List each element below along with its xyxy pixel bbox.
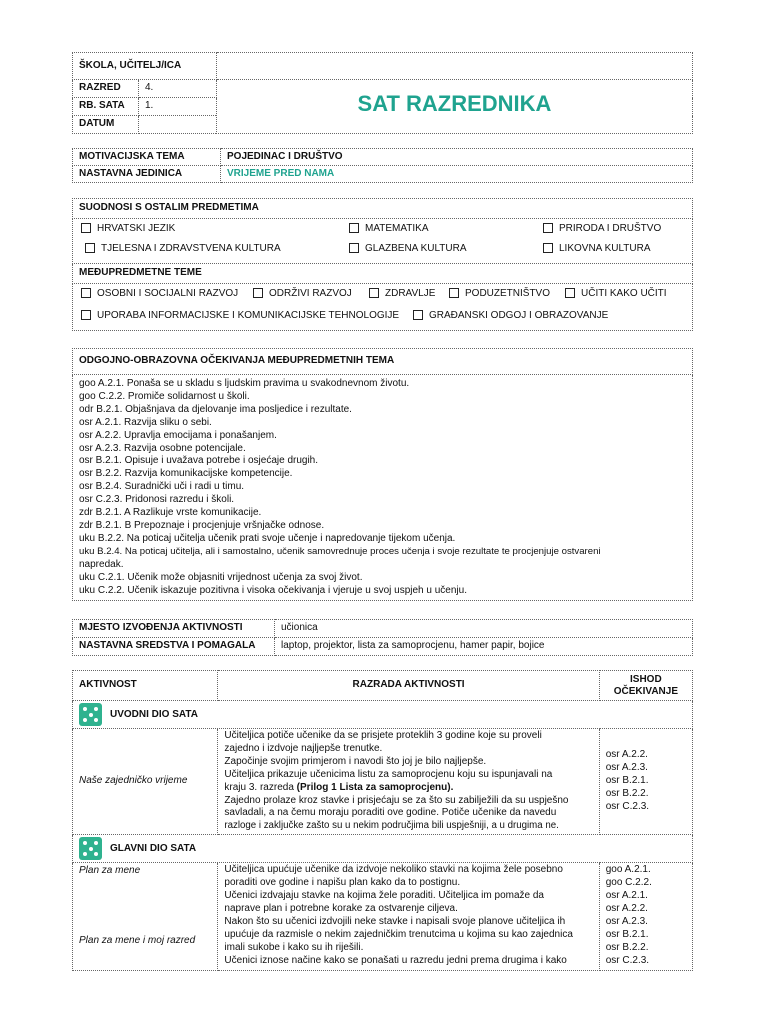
intro-activity: Naše zajedničko vrijeme xyxy=(73,729,218,835)
dice-icon xyxy=(79,837,102,860)
detail-line: Učiteljica potiče učenike da se prisjete proteklih 3 godine koje su proveli xyxy=(224,730,542,741)
theme-label: GRAĐANSKI ODGOJ I OBRAZOVANJE xyxy=(429,310,609,321)
expectation-line: osr A.2.1. Razvija sliku o sebi. xyxy=(79,416,212,428)
cross-title: MEĐUPREDMETNE TEME xyxy=(73,264,693,284)
col-detail-header: RAZRADA AKTIVNOSTI xyxy=(218,671,599,701)
main-section-header xyxy=(73,835,693,863)
checkbox[interactable] xyxy=(565,288,575,298)
razred-value: 4. xyxy=(139,80,217,98)
theme-label: UPORABA INFORMACIJSKE I KOMUNIKACIJSKE TEHNOLOGIJE xyxy=(97,310,400,321)
checkbox[interactable] xyxy=(543,243,553,253)
expectation-line: osr B.2.1. Opisuje i uvažava potrebe i osjećaje drugih. xyxy=(79,455,319,467)
unit-label: NASTAVNA JEDINICA xyxy=(73,166,221,183)
expectation-line: zdr B.2.1. B Prepoznaje i procjenjuje vršnjačke odnose. xyxy=(79,519,325,531)
rbsata-value: 1. xyxy=(139,98,217,116)
intro-detail xyxy=(218,729,599,835)
main-activity-2: Plan za mene i moj razred xyxy=(79,935,196,947)
page-title: SAT RAZREDNIKA xyxy=(357,90,552,116)
theme-label: OSOBNI I SOCIJALNI RAZVOJ xyxy=(97,288,239,299)
outcome-code: osr C.2.3. xyxy=(605,800,650,812)
subject-label: GLAZBENA KULTURA xyxy=(365,243,467,254)
checkbox[interactable] xyxy=(81,288,91,298)
theme-label: ZDRAVLJE xyxy=(385,288,436,299)
detail-line: upućuje da razmisle o nekim zajedničkim trenutcima u kojima su kao zajednica xyxy=(224,928,573,940)
main-title: GLAVNI DIO SATA xyxy=(110,843,197,855)
col-outcome-header: ISHOD OČEKIVANJE xyxy=(599,671,692,701)
detail-line: Zajedno prolaze kroz stavke i prisjećaju se za što su zabilježili da su uspješno xyxy=(224,794,569,806)
expectation-line: osr A.2.3. Razvija osobne potencijale. xyxy=(79,442,246,454)
datum-label: DATUM xyxy=(73,116,139,134)
theme-label: UČITI KAKO UČITI xyxy=(581,288,667,299)
detail-line: naprave plan i potrebne korake za ostvarenje ciljeva. xyxy=(224,902,458,914)
detail-line: Učenici iznose načine kako se ponašati u razredu jedni prema drugima i kako xyxy=(224,954,567,966)
theme-label: ODRŽIVI RAZVOJ xyxy=(269,288,352,299)
outcome-code: goo C.2.2. xyxy=(605,877,652,889)
outcome-code: osr A.2.2. xyxy=(605,902,648,914)
detail-line: Nakon što su učenici izdvojili neke stavke i napisali svoje planove učiteljica ih xyxy=(224,915,566,927)
outcome-code: osr A.2.3. xyxy=(605,915,648,927)
outcome-code: osr B.2.2. xyxy=(605,941,649,953)
subject-label: LIKOVNA KULTURA xyxy=(559,243,651,254)
attachment-reference: (Prilog 1 Lista za samoprocjenu). xyxy=(296,781,454,793)
checkbox[interactable] xyxy=(449,288,459,298)
topic-table xyxy=(72,148,693,183)
subject-label: TJELESNA I ZDRAVSTVENA KULTURA xyxy=(101,243,281,254)
checkbox[interactable] xyxy=(349,243,359,253)
intro-outcomes xyxy=(599,729,692,835)
outcome-code: osr A.2.3. xyxy=(605,762,648,774)
place-table xyxy=(72,619,693,656)
detail-line xyxy=(224,782,592,795)
checkbox[interactable] xyxy=(85,243,95,253)
expectations-title: ODGOJNO-OBRAZOVNA OČEKIVANJA MEĐUPREDMETNIH TEMA xyxy=(73,349,693,375)
checkbox[interactable] xyxy=(413,310,423,320)
expectation-line: odr B.2.1. Objašnjava da djelovanje ima posljedice i rezultate. xyxy=(79,403,352,415)
expectation-line: goo A.2.1. Ponaša se u skladu s ljudskim pravima u svakodnevnom životu. xyxy=(79,378,410,389)
detail-line: razloge i zaključke zašto su u nekim područjima bili uspješniji, a u drugima ne. xyxy=(224,820,559,832)
razred-label: RAZRED xyxy=(73,80,139,98)
expectation-line: osr A.2.2. Upravlja emocijama i ponašanjem. xyxy=(79,429,277,441)
detail-line: Učenici izdvajaju stavke na kojima žele poraditi. Učiteljica im pomaže da xyxy=(224,890,544,902)
place-value: učionica xyxy=(275,620,693,638)
expectation-line: uku C.2.1. Učenik može objasniti vrijednost učenja za svoj život. xyxy=(79,571,363,583)
rbsata-label: RB. SATA xyxy=(73,98,139,116)
detail-line: Učiteljica upućuje učenike da izdvoje nekoliko stavki na kojima žele posebno xyxy=(224,864,563,876)
expectation-line: napredak. xyxy=(79,558,124,570)
detail-line: savladali, a na čemu moraju poraditi ove godine. Potiče učenike da navedu xyxy=(224,807,557,819)
expectation-line: uku C.2.2. Učenik iskazuje pozitivna i visoka očekivanja i vjeruje u svoj uspjeh u učenju. xyxy=(79,584,467,596)
dice-icon xyxy=(79,703,102,726)
subject-label: HRVATSKI JEZIK xyxy=(97,223,176,234)
checkbox[interactable] xyxy=(543,223,553,233)
outcome-code: osr B.2.1. xyxy=(605,775,649,787)
tools-label: NASTAVNA SREDSTVA I POMAGALA xyxy=(73,638,275,656)
expectation-line: osr B.2.2. Razvija komunikacijske kompetencije. xyxy=(79,468,293,480)
unit-value: VRIJEME PRED NAMA xyxy=(221,166,693,183)
main-activity xyxy=(73,863,218,971)
outcome-code: osr C.2.3. xyxy=(605,954,650,966)
datum-value xyxy=(139,116,217,134)
expectation-line: goo C.2.2. Promiče solidarnost u školi. xyxy=(79,390,250,402)
school-label: ŠKOLA, UČITELJ/ICA xyxy=(73,53,217,80)
subject-label: PRIRODA I DRUŠTVO xyxy=(559,223,662,234)
expectation-line: uku B.2.2. Na poticaj učitelja učenik prati svoje učenje i napredovanje tijekom učenja. xyxy=(79,532,456,544)
cross-checkboxes xyxy=(73,284,693,331)
intro-title: UVODNI DIO SATA xyxy=(110,709,198,721)
col-activity-header: AKTIVNOST xyxy=(73,671,218,701)
theme-label: PODUZETNIŠTVO xyxy=(465,288,551,299)
expectation-line: osr B.2.4. Suradnički uči i radi u timu. xyxy=(79,481,245,493)
expectation-line: osr C.2.3. Pridonosi razredu i školi. xyxy=(79,494,235,506)
detail-line: imali sukobe i kako su ih riješili. xyxy=(224,941,364,953)
outcome-code: osr A.2.1. xyxy=(605,890,648,902)
motiv-value: POJEDINAC I DRUŠTVO xyxy=(221,149,693,166)
detail-line: zajedno i izdvoje najljepše trenutke. xyxy=(224,742,383,754)
outcome-code: goo A.2.1. xyxy=(605,864,651,876)
main-outcomes xyxy=(599,863,692,971)
subjects-title: SUODNOSI S OSTALIM PREDMETIMA xyxy=(73,199,693,219)
subjects-checkboxes xyxy=(73,219,693,264)
header-table xyxy=(72,52,693,134)
detail-text: kraju 3. razreda xyxy=(224,781,297,793)
checkbox[interactable] xyxy=(81,223,91,233)
outcome-code: osr B.2.2. xyxy=(605,788,649,800)
outcome-code: osr A.2.2. xyxy=(605,749,648,761)
expectation-line: zdr B.2.1. A Razlikuje vrste komunikacije. xyxy=(79,507,262,519)
expectations-list xyxy=(73,375,693,601)
main-activity-1: Plan za mene xyxy=(79,865,141,877)
outcome-code: osr B.2.1. xyxy=(605,928,649,940)
subject-label: MATEMATIKA xyxy=(365,223,429,234)
checkbox[interactable] xyxy=(349,223,359,233)
expectation-line: uku B.2.4. Na poticaj učitelja, ali i samostalno, učenik samovrednuje proces učenja i svoje rezultate te procjenjuje ostvareni xyxy=(79,545,601,557)
detail-line: Započinje svojim primjerom i navodi što joj je bilo najljepše. xyxy=(224,755,487,767)
checkbox[interactable] xyxy=(369,288,379,298)
motiv-label: MOTIVACIJSKA TEMA xyxy=(73,149,221,166)
checkbox[interactable] xyxy=(253,288,263,298)
detail-line: poraditi ove godine i napišu plan kako da to postignu. xyxy=(224,877,461,889)
detail-line: Učiteljica prikazuje učenicima listu za samoprocjenu koju su ispunjavali na xyxy=(224,768,553,780)
subjects-table xyxy=(72,198,693,331)
expectations-table xyxy=(72,348,693,601)
tools-value: laptop, projektor, lista za samoprocjenu, hamer papir, bojice xyxy=(275,638,693,656)
main-detail xyxy=(218,863,599,971)
school-value xyxy=(217,53,693,80)
activities-table xyxy=(72,670,693,971)
checkbox[interactable] xyxy=(81,310,91,320)
intro-section-header xyxy=(73,701,693,729)
place-label: MJESTO IZVOĐENJA AKTIVNOSTI xyxy=(73,620,275,638)
